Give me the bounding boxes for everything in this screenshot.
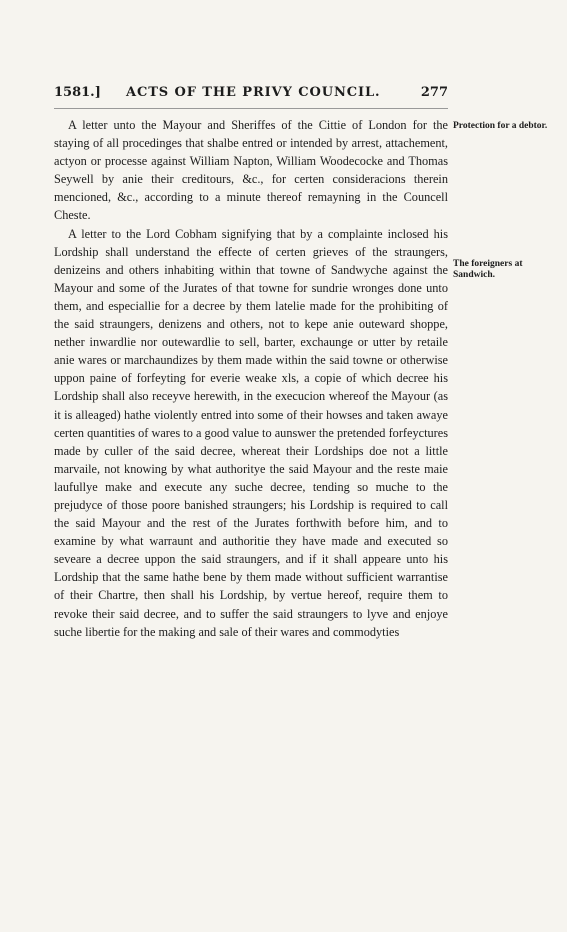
page-number: 277 <box>420 85 448 100</box>
margin-note: The foreigners at Sandwich. <box>453 259 523 280</box>
paragraph: A letter unto the Mayour and Sheriffes of the Cittie of London for the staying of all procedinges that shalbe entred or intended by arrest, attachement, actyon or processe against William Napton, William Woodecocke and Thomas Seywell by anie their creditours, &c., for certen consideracions therein mencioned, &c., according to a minute thereof remayning in the Councell Cheste. <box>54 118 448 223</box>
running-header <box>54 85 448 105</box>
margin-note: Protection for a debtor. <box>453 121 548 131</box>
header-rule <box>54 108 448 109</box>
header-title: ACTS OF THE PRIVY COUNCIL. <box>126 85 381 100</box>
header-year: 1581.] <box>54 85 101 100</box>
paragraph: A letter to the Lord Cobham signifying that by a complainte inclosed his Lordship shall understand the effecte of certen grieves of the straungers, denizeins and others inhabiting within that towne of Sandwyche against the Mayour and some of the Jurates of that towne for sundrie wronges done unto them, and especiallie for a decree by them latelie made for the prohibiting of the said straungers, denizens and others, not to kepe anie outeward shoppe, nether inwardlie nor outewardlie to sell, barter, exchaunge or utter by retaile anie wares or marchaundizes by them made within the said towne or otherwise uppon paine of forfeyting for everie weake xls, a copie of which decree his Lordship shall also receyve herewith, in the execucion whereof the Mayour (as it is alleaged) hathe violently entred into some of their howses and taken awaye certen quantities of wares to a good value to aunswer the pretended forfeyctures made by culler of the said decree, whereat their Lordships doe not a little marvaile, not knowing by what authoritye the said Mayour and the reste maie laufullye make and execute any suche decree, tending so muche to the prejudyce of those poore banished straungers; his Lordship is required to call the said Mayour and the rest of the Jurates forthwith before him, and to examine by what warraunt and authoritie they have made and executed so seveare a decree uppon the said straungers, and if it shall appeare unto his Lordship that the same hathe bene by them made without sufficient warrantise of their Chartre, then shall his Lordship, by vertue hereof, require them to revoke their said decree, and to suffer the said straungers to lyve and enjoye suche libertie for the making and sale of their wares and commodyties <box>54 226 448 639</box>
body-text <box>54 116 448 641</box>
